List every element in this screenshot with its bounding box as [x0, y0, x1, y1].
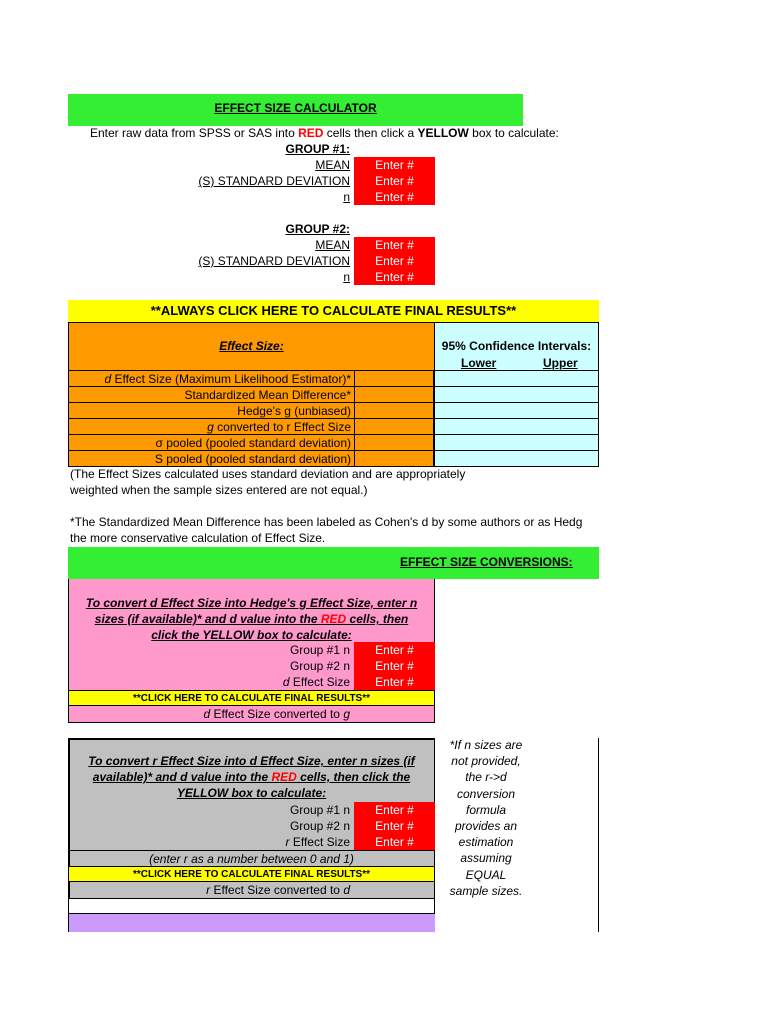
conv2-es-input[interactable]: Enter #: [354, 834, 435, 850]
group1-n-label: n: [343, 190, 350, 204]
results-row-value: [354, 402, 434, 418]
conv1-group1-input[interactable]: Enter #: [354, 642, 435, 658]
results-row: [68, 402, 599, 418]
conv2-hint: (enter r as a number between 0 and 1): [68, 850, 435, 866]
group2-n-input[interactable]: Enter #: [354, 269, 435, 285]
conv2-group2-input[interactable]: Enter #: [354, 818, 435, 834]
conv1-group2-input[interactable]: Enter #: [354, 658, 435, 674]
side-note-line: EQUAL: [465, 867, 507, 882]
conv1-result-label: d Effect Size converted to g: [203, 707, 350, 721]
conv1-es-input[interactable]: Enter #: [354, 674, 435, 690]
side-note-line: the r->d: [465, 770, 507, 785]
conv2-group1-input[interactable]: Enter #: [354, 802, 435, 818]
group2-heading: GROUP #2:: [285, 222, 350, 236]
conv1-group1-label: Group #1 n: [289, 643, 350, 657]
conv2-instructions: To convert r Effect Size into d Effect Size, enter n sizes (if available)* and d value into the RED cells, then click the YELLOW box to calculate:: [88, 754, 415, 800]
side-note-line: *If n sizes are: [449, 738, 523, 752]
results-row-value: [354, 370, 434, 386]
title-bar: [68, 94, 523, 126]
conv2-group2-label: Group #2 n: [289, 819, 350, 833]
results-row-ci: [434, 434, 599, 450]
side-note-line: assuming: [460, 851, 512, 866]
group2-mean-label: MEAN: [315, 238, 350, 252]
results-row: [68, 434, 599, 450]
ci-header: 95% Confidence Intervals: Lower Upper: [434, 322, 599, 370]
group1-sd-label: (S) STANDARD DEVIATION: [198, 174, 350, 188]
side-note: [436, 737, 536, 899]
results-row-ci: [434, 370, 599, 386]
results-row-label: d Effect Size (Maximum Likelihood Estimator)*: [68, 370, 354, 386]
results-row-value: [354, 386, 434, 402]
conv1-calculate-button[interactable]: **CLICK HERE TO CALCULATE FINAL RESULTS**: [68, 690, 435, 706]
results-row-value: [354, 434, 434, 450]
group1-mean-input[interactable]: Enter #: [354, 157, 435, 173]
instructions: Enter raw data from SPSS or SAS into RED cells then click a YELLOW box to calculate:: [90, 126, 559, 140]
group1-n-input[interactable]: Enter #: [354, 189, 435, 205]
side-note-line: formula: [465, 802, 506, 817]
results-row-value: [354, 450, 434, 466]
results-row-ci: [434, 402, 599, 418]
side-note-line: sample sizes.: [449, 883, 523, 898]
group2-sd-label: (S) STANDARD DEVIATION: [198, 254, 350, 268]
group1-mean-label: MEAN: [315, 158, 350, 172]
results-row-ci: [434, 418, 599, 434]
results-row: [68, 450, 599, 466]
conv1-group2-label: Group #2 n: [289, 659, 350, 673]
ci-lower-header: Lower: [461, 356, 497, 370]
side-note-border: [598, 738, 599, 932]
note-smd-2: the more conservative calculation of Effect Size.: [70, 531, 326, 545]
group2-mean-input[interactable]: Enter #: [354, 237, 435, 253]
side-note-line: conversion: [456, 786, 516, 801]
conversions-title-bar: [68, 547, 599, 579]
group2-sd-input[interactable]: Enter #: [354, 253, 435, 269]
note-effect-sizes-1: (The Effect Sizes calculated uses standard deviation and are appropriately: [70, 467, 466, 481]
results-row-ci: [434, 386, 599, 402]
side-note-line: not provided,: [451, 754, 521, 769]
side-note-line: provides an: [454, 819, 518, 834]
results-row-label: g converted to r Effect Size: [68, 418, 354, 434]
conv1-instructions: To convert d Effect Size into Hedge's g Effect Size, enter n sizes (if available)* and d value into the RED cells, then click the YELLOW box to calculate:: [85, 596, 418, 642]
conv2-purple-bar: [68, 914, 435, 932]
results-row-label: Standardized Mean Difference*: [68, 386, 354, 402]
group1-sd-input[interactable]: Enter #: [354, 173, 435, 189]
page-title: EFFECT SIZE CALCULATOR: [214, 101, 377, 115]
conv2-result-label: r Effect Size converted to d: [206, 883, 350, 897]
results-row-value: [354, 418, 434, 434]
conv2-group1-label: Group #1 n: [289, 803, 350, 817]
results-row-ci: [434, 450, 599, 466]
results-row-label: Hedge's g (unbiased): [68, 402, 354, 418]
results-row: [68, 386, 599, 402]
results-row: [68, 418, 599, 434]
effect-size-header: Effect Size:: [219, 339, 284, 353]
conversions-title: EFFECT SIZE CONVERSIONS:: [400, 555, 573, 569]
note-smd-1: *The Standardized Mean Difference has been labeled as Cohen's d by some authors or as Hedg: [70, 515, 583, 529]
ci-upper-header: Upper: [543, 356, 578, 370]
results-row-label: σ pooled (pooled standard deviation): [68, 434, 354, 450]
side-note-line: estimation: [458, 835, 514, 850]
results-row: [68, 370, 599, 386]
results-row-label: S pooled (pooled standard deviation): [68, 450, 354, 466]
conv2-es-label: r Effect Size: [285, 835, 350, 849]
conv2-result-cell: [68, 898, 435, 914]
conv1-es-label: d Effect Size: [282, 675, 350, 689]
note-effect-sizes-2: weighted when the sample sizes entered are not equal.): [70, 483, 368, 497]
group2-n-label: n: [343, 270, 350, 284]
group1-heading: GROUP #1:: [285, 142, 350, 156]
calculate-results-button[interactable]: **ALWAYS CLICK HERE TO CALCULATE FINAL RESULTS**: [68, 300, 599, 322]
results-header: [68, 322, 434, 370]
conv2-calculate-button[interactable]: **CLICK HERE TO CALCULATE FINAL RESULTS**: [68, 866, 435, 882]
